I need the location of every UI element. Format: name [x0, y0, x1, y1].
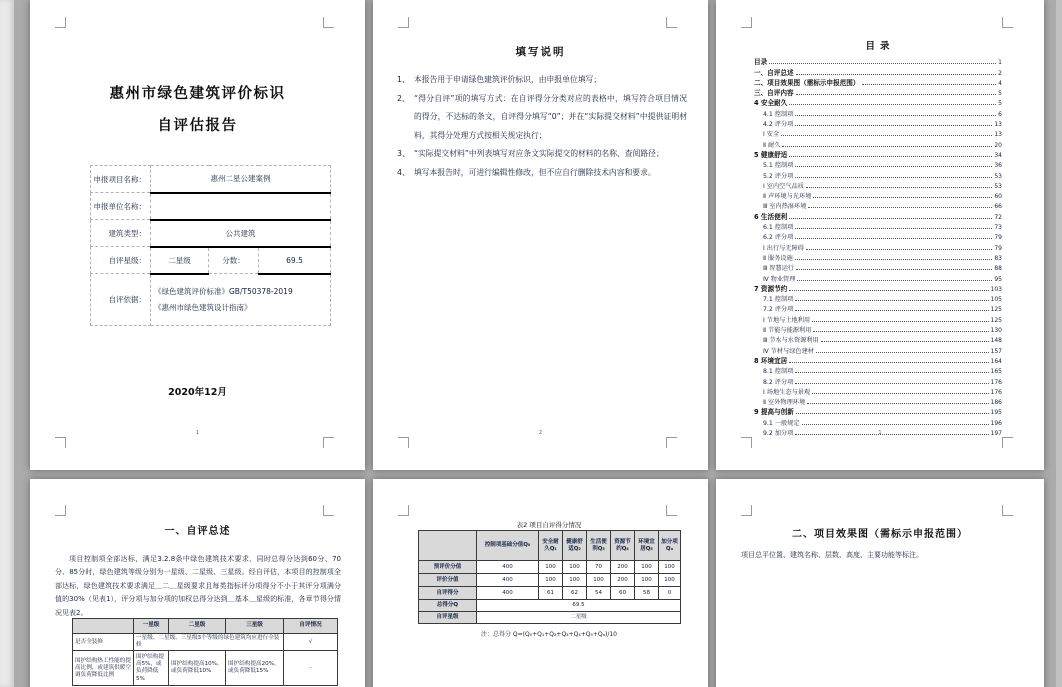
page-cover[interactable]: [30, 0, 365, 470]
toc-entry-label: 8.1 控制项: [763, 368, 794, 376]
toc-entry-label: Ⅱ 室外物理环境: [763, 399, 806, 407]
toc-entry-label: 9 提高与创新: [754, 408, 794, 417]
column-header: 控制项基础分值Q₀: [477, 531, 539, 561]
toc-entry-label: 8 环境宜居: [754, 356, 788, 365]
toc-entry-label: Ⅳ 节材与绿色建材: [763, 347, 814, 355]
toc-entry[interactable]: [754, 293, 1002, 303]
column-header: 三星级: [226, 619, 284, 634]
toc-entry[interactable]: [754, 324, 1002, 334]
score-cell: 400: [477, 574, 539, 587]
toc-entry[interactable]: [754, 107, 1002, 117]
toc-entry-label: Ⅰ 安全: [763, 131, 780, 139]
toc-entry-page: 164: [990, 357, 1002, 365]
toc-entry[interactable]: [754, 231, 1002, 241]
column-header: 生活便利Q₃: [587, 531, 611, 561]
toc-entry[interactable]: [754, 416, 1002, 426]
toc-leader-dots: [802, 424, 989, 425]
toc-entry-label: Ⅲ 智慧运行: [763, 265, 794, 273]
self-check-cell: -: [284, 651, 338, 686]
score-cell: 400: [477, 561, 539, 574]
toc-entry-page: 186: [990, 399, 1002, 407]
margin-mark: [398, 17, 409, 28]
toc-entry-label: 目录: [754, 58, 768, 67]
field-label: 自评星级：: [91, 247, 151, 274]
cell-two-star: 围护结构提高10%，或负荷降低10%: [169, 651, 226, 686]
toc-leader-dots: [769, 63, 996, 64]
score-cell: 100: [659, 574, 681, 587]
field-value: [151, 193, 331, 220]
star-rating-row: [419, 612, 681, 624]
toc-entry-label: 4 安全耐久: [754, 99, 788, 108]
instruction-item: [397, 164, 687, 183]
score-cell: 60: [611, 587, 635, 600]
toc-entry[interactable]: [754, 87, 1002, 97]
toc-leader-dots: [795, 372, 988, 373]
score-value: 69.5: [259, 247, 331, 274]
column-header: 二星级: [169, 619, 226, 634]
star-requirement-table: [72, 618, 338, 686]
toc-entry-label: Ⅲ 节水与水资源利用: [763, 337, 819, 345]
toc-entry-page: 2: [998, 69, 1002, 77]
field-value: 惠州二星公建案例: [151, 166, 331, 193]
toc-entry-label: 4.2 评分项: [763, 121, 794, 129]
toc-leader-dots: [796, 74, 997, 75]
total-score-row: [419, 600, 681, 612]
row-label: 自评得分: [419, 587, 477, 600]
toc-entry-page: 130: [990, 327, 1002, 335]
toc-entry-page: 34: [994, 151, 1002, 159]
toc-leader-dots: [797, 280, 992, 281]
basis-value: [151, 274, 331, 326]
margin-mark: [55, 505, 66, 516]
toc-list: [754, 56, 1002, 437]
score-table: [418, 530, 681, 624]
cover-field-row: [91, 220, 331, 247]
renderings-paragraph: 项目总平位置、建筑名称、层数、高度、主要功能等标注。: [741, 551, 923, 559]
toc-entry-label: 5.2 评分项: [763, 172, 794, 180]
toc-entry-page: 105: [990, 296, 1002, 304]
toc-entry-page: 88: [994, 265, 1002, 273]
toc-entry-page: 72: [994, 213, 1002, 221]
overview-paragraph: 项目控制项全部达标，满足3.2.8条中绿色建筑技术要求，同时总得分达到60分、70分、85分时，绿色建筑等级分别为一星级、二星级、三星级。经自评估，本项目的控制项全部达标，绿色建筑技术要求满足＿二＿星级要求且每类指标评分项得分不小于其评分项满分值的30%（见表1），评分项与加分项的加权总得分达到＿基本＿星级的标准，各章节得分情况见表2。: [55, 555, 341, 617]
toc-entry[interactable]: [754, 406, 1002, 416]
toc-entry[interactable]: [754, 97, 1002, 107]
toc-leader-dots: [795, 115, 996, 116]
toc-leader-dots: [806, 187, 992, 188]
toc-entry-page: 53: [994, 182, 1002, 190]
toc-entry[interactable]: [754, 128, 1002, 138]
score-cell: 100: [563, 561, 587, 574]
toc-entry[interactable]: [754, 334, 1002, 344]
toc-entry-page: 148: [990, 337, 1002, 345]
toc-leader-dots: [808, 207, 992, 208]
toc-entry-page: 83: [994, 254, 1002, 262]
row-label: 评价分值: [419, 574, 477, 587]
toc-entry-page: 53: [994, 172, 1002, 180]
toc-entry[interactable]: [754, 313, 1002, 323]
toc-leader-dots: [862, 84, 997, 85]
toc-entry-page: 79: [994, 234, 1002, 242]
toc-leader-dots: [789, 104, 996, 105]
toc-leader-dots: [812, 321, 988, 322]
toc-leader-dots: [816, 352, 989, 353]
score-cell: 58: [635, 587, 659, 600]
toc-leader-dots: [795, 300, 988, 301]
toc-entry-page: 6: [998, 110, 1002, 118]
toc-entry-label: 7.1 控制项: [763, 296, 794, 304]
toc-leader-dots: [807, 403, 988, 404]
margin-mark: [55, 17, 66, 28]
column-header: [73, 619, 134, 634]
toc-entry-page: 20: [994, 141, 1002, 149]
cover-basis-row: [91, 274, 331, 326]
toc-leader-dots: [795, 259, 993, 260]
score-cell: 100: [635, 561, 659, 574]
margin-mark: [1002, 17, 1013, 28]
field-label: 建筑类型：: [91, 220, 151, 247]
page-renderings[interactable]: [716, 479, 1044, 687]
toc-entry[interactable]: [754, 272, 1002, 282]
toc-leader-dots: [795, 177, 992, 178]
cover-field-row: [91, 166, 331, 193]
toc-entry-label: 7.2 评分项: [763, 306, 794, 314]
toc-entry-page: 73: [994, 224, 1002, 232]
basis-line2: 《惠州市绿色建筑设计指南》: [154, 302, 252, 312]
margin-mark: [398, 437, 409, 448]
score-cell: 61: [539, 587, 563, 600]
toc-leader-dots: [821, 341, 989, 342]
toc-entry-label: Ⅰ 节地与土地利用: [763, 316, 811, 324]
column-header: 健康舒适Q₂: [563, 531, 587, 561]
cover-star-row: [91, 247, 331, 274]
page-number: 1: [878, 430, 882, 436]
margin-mark: [666, 437, 677, 448]
toc-entry-label: Ⅰ 室内空气品质: [763, 182, 804, 190]
instruction-text: 本报告用于申请绿色建筑评价标识，由申报单位填写；: [414, 75, 602, 84]
toc-entry[interactable]: [754, 138, 1002, 148]
toc-entry-label: Ⅰ 出行与无障碍: [763, 244, 804, 252]
toc-entry[interactable]: [754, 190, 1002, 200]
toc-entry-label: 三、自评内容: [754, 89, 794, 98]
score-cell: 100: [539, 574, 563, 587]
toc-entry-page: 95: [994, 275, 1002, 283]
table-row: [73, 651, 338, 686]
toc-entry-label: 5 健康舒适: [754, 150, 788, 159]
toc-leader-dots: [795, 310, 988, 311]
column-header: 环境宜居Q₅: [635, 531, 659, 561]
toc-leader-dots: [789, 156, 992, 157]
instruction-item: [397, 145, 687, 164]
page-overview[interactable]: [30, 479, 365, 687]
margin-mark: [741, 437, 752, 448]
score-cell: 200: [611, 561, 635, 574]
instruction-text: “实际提交材料”中列表填写对应条文实际提交的材料的名称、查阅路径；: [414, 149, 664, 159]
cover-info-table: [90, 165, 331, 326]
toc-entry-page: 5: [998, 90, 1002, 98]
toc-entry[interactable]: [754, 169, 1002, 179]
score-cell: 400: [477, 587, 539, 600]
cell-three-star: 围护结构提高20%，或负荷降低15%: [226, 651, 284, 686]
toc-entry-page: 1: [998, 59, 1002, 67]
margin-mark: [1002, 437, 1013, 448]
toc-entry[interactable]: [754, 344, 1002, 354]
row-label: 是否全装修: [73, 634, 134, 651]
row-label: 预评价分值: [419, 561, 477, 574]
toc-entry-label: 9.2 加分项: [763, 429, 794, 437]
toc-leader-dots: [795, 383, 988, 384]
field-label: 自评依据：: [91, 274, 151, 326]
toc-entry-page: 197: [990, 429, 1002, 437]
toc-entry[interactable]: [754, 221, 1002, 231]
toc-entry-page: 196: [990, 419, 1002, 427]
toc-leader-dots: [796, 94, 997, 95]
toc-entry-page: 36: [994, 162, 1002, 170]
toc-leader-dots: [789, 218, 992, 219]
score-row: [419, 574, 681, 587]
toc-leader-dots: [789, 290, 988, 291]
table-caption: 表2 项目自评得分情况: [516, 521, 582, 529]
toc-entry-label: 二、项目效果图（需标示申报范围）: [754, 78, 860, 87]
toc-entry[interactable]: [754, 77, 1002, 87]
toc-leader-dots: [795, 228, 992, 229]
renderings-heading: 二、项目效果图（需标示申报范围）: [792, 529, 968, 540]
field-label: 申报项目名称：: [91, 166, 151, 193]
score-header-row: [419, 531, 681, 561]
toc-entry[interactable]: [754, 355, 1002, 365]
toc-entry[interactable]: [754, 375, 1002, 385]
page-instructions[interactable]: [373, 0, 708, 470]
instruction-number: 1、: [397, 75, 410, 84]
toc-entry-label: 7 资源节约: [754, 284, 788, 293]
toc-entry-page: 165: [990, 368, 1002, 376]
toc-entry[interactable]: [754, 180, 1002, 190]
total-score-value: 69.5: [477, 600, 681, 612]
toc-entry-page: 60: [994, 193, 1002, 201]
toc-entry[interactable]: [754, 66, 1002, 76]
field-value: 公共建筑: [151, 220, 331, 247]
instruction-item: [397, 90, 687, 146]
toc-entry[interactable]: [754, 252, 1002, 262]
toc-entry[interactable]: [754, 303, 1002, 313]
star-value: 二星级: [151, 247, 209, 274]
toc-entry-page: 176: [990, 388, 1002, 396]
toc-entry-page: 13: [994, 131, 1002, 139]
toc-entry-label: 6.2 评分项: [763, 234, 794, 242]
page-toc[interactable]: [716, 0, 1044, 470]
margin-mark: [666, 17, 677, 28]
margin-mark: [323, 437, 334, 448]
star-rating-value: 二星级: [477, 612, 681, 624]
toc-leader-dots: [795, 238, 992, 239]
page-number: 1: [195, 430, 200, 436]
margin-mark: [323, 505, 334, 516]
instruction-number: 2、: [397, 93, 410, 103]
score-cell: 62: [563, 587, 587, 600]
instructions-list: [397, 71, 687, 183]
toc-entry[interactable]: [754, 262, 1002, 272]
score-cell: 54: [587, 587, 611, 600]
row-label: 总得分Q: [419, 600, 477, 612]
score-cell: 200: [611, 574, 635, 587]
toc-leader-dots: [813, 331, 988, 332]
score-cell: 100: [587, 574, 611, 587]
toc-entry-label: Ⅱ 节能与能源利用: [763, 327, 812, 335]
toc-entry-label: 6 生活便利: [754, 212, 788, 221]
page-number: 2: [538, 430, 543, 436]
score-cell: 100: [563, 574, 587, 587]
cover-field-row: [91, 193, 331, 220]
toc-entry-label: 8.2 评分项: [763, 378, 794, 386]
column-header: 自评情况: [284, 619, 338, 634]
workspace-right-edge: [1056, 0, 1062, 687]
column-header: 一星级: [134, 619, 169, 634]
row-label: 自评星级: [419, 612, 477, 624]
margin-mark: [741, 505, 752, 516]
toc-leader-dots: [796, 269, 992, 270]
margin-mark: [398, 505, 409, 516]
toc-entry-label: Ⅰ 场地生态与景观: [763, 388, 811, 396]
table-note: 注：总得分 Q=(Q₀+Q₁+Q₂+Q₃+Q₄+Q₅+Qₐ)/10: [481, 631, 617, 638]
margin-mark: [323, 17, 334, 28]
toc-entry-label: Ⅳ 物业管理: [763, 275, 796, 283]
toc-entry-label: 5.1 控制项: [763, 162, 794, 170]
toc-entry-page: 4: [998, 79, 1002, 87]
toc-leader-dots: [781, 135, 992, 136]
column-header: 加分项Qₐ: [659, 531, 681, 561]
toc-entry-label: Ⅲ 室内热湿环境: [763, 203, 807, 211]
toc-entry-label: 4.1 控制项: [763, 110, 794, 118]
table-header-row: [73, 619, 338, 634]
toc-entry[interactable]: [754, 365, 1002, 375]
toc-entry-page: 79: [994, 244, 1002, 252]
toc-entry-page: 176: [990, 378, 1002, 386]
toc-entry[interactable]: [754, 283, 1002, 293]
toc-entry[interactable]: [754, 396, 1002, 406]
instruction-item: [397, 71, 687, 90]
toc-entry-page: 125: [990, 316, 1002, 324]
toc-entry-label: 9.1 一般规定: [763, 419, 800, 427]
instruction-text: 填写本报告时，可进行编辑性修改，但不应自行删除技术内容和要求。: [414, 167, 656, 177]
toc-leader-dots: [812, 393, 988, 394]
field-label: 申报单位名称：: [91, 193, 151, 220]
score-row: [419, 587, 681, 600]
toc-entry-label: Ⅱ 服务设施: [763, 254, 793, 262]
toc-entry[interactable]: [754, 149, 1002, 159]
toc-entry[interactable]: [754, 386, 1002, 396]
workspace-left-edge: [0, 0, 14, 687]
score-row: [419, 561, 681, 574]
row-label: 围护结构热工性能的提高比例，或建筑供暖空调负荷降低比例: [73, 651, 134, 686]
toc-entry[interactable]: [754, 159, 1002, 169]
score-label: 分数：: [209, 247, 259, 274]
instruction-number: 3、: [397, 149, 410, 159]
margin-mark: [1002, 505, 1013, 516]
margin-mark: [55, 437, 66, 448]
toc-entry[interactable]: [754, 241, 1002, 251]
toc-entry-label: 一、自评总述: [754, 68, 794, 77]
toc-leader-dots: [795, 125, 992, 126]
toc-entry-page: 195: [990, 409, 1002, 417]
cell-one-star: 围护结构提高5%，或负荷降低5%: [134, 651, 169, 686]
column-header: 安全耐久Q₁: [539, 531, 563, 561]
instruction-text: “得分自评”项的填写方式：在自评得分分类对应的表格中，填写符合项目情况的得分，不达标的条文，自评得分填写“0”；并在“实际提交材料”中提供证明材料，其得分处理方式按相关规定执行；: [414, 93, 687, 140]
toc-leader-dots: [782, 146, 992, 147]
toc-entry-page: 66: [994, 203, 1002, 211]
toc-entry[interactable]: [754, 210, 1002, 220]
toc-entry[interactable]: [754, 118, 1002, 128]
margin-mark: [741, 17, 752, 28]
score-cell: 100: [539, 561, 563, 574]
toc-leader-dots: [806, 249, 992, 250]
merged-cell: 一星级、二星级、三星级3个等级的绿色建筑均应进行全装修: [134, 634, 284, 651]
column-header: 资源节约Q₄: [611, 531, 635, 561]
toc-leader-dots: [796, 413, 989, 414]
toc-entry[interactable]: [754, 200, 1002, 210]
toc-leader-dots: [795, 166, 992, 167]
toc-entry-page: 157: [990, 347, 1002, 355]
toc-entry-label: Ⅱ 耐久: [763, 141, 781, 149]
page-score-table[interactable]: [373, 479, 708, 687]
table-row: [73, 634, 338, 651]
basis-line1: 《绿色建筑评价标准》GB/T50378-2019: [154, 286, 293, 296]
overview-heading: 一、自评总述: [164, 526, 231, 537]
column-header: [419, 531, 477, 561]
score-cell: 70: [587, 561, 611, 574]
instruction-number: 4、: [397, 167, 410, 177]
toc-entry-label: 6.1 控制项: [763, 224, 794, 232]
toc-entry-page: 103: [990, 285, 1002, 293]
toc-entry-label: Ⅱ 声环境与光环境: [763, 193, 812, 201]
score-cell: 100: [635, 574, 659, 587]
toc-entry-page: 125: [990, 306, 1002, 314]
toc-leader-dots: [789, 362, 988, 363]
report-title-line1: 惠州市绿色建筑评价标识: [109, 86, 286, 102]
toc-entry[interactable]: [754, 56, 1002, 66]
instructions-heading: 填写说明: [515, 46, 566, 58]
toc-leader-dots: [813, 197, 992, 198]
score-cell: 0: [659, 587, 681, 600]
self-check-cell: √: [284, 634, 338, 651]
toc-heading: 目录: [865, 41, 895, 52]
toc-entry-page: 5: [998, 100, 1002, 108]
toc-entry-page: 13: [994, 121, 1002, 129]
report-date: 2020年12月: [168, 387, 227, 398]
report-title-line2: 自评估报告: [157, 118, 238, 134]
score-cell: 100: [659, 561, 681, 574]
margin-mark: [666, 505, 677, 516]
